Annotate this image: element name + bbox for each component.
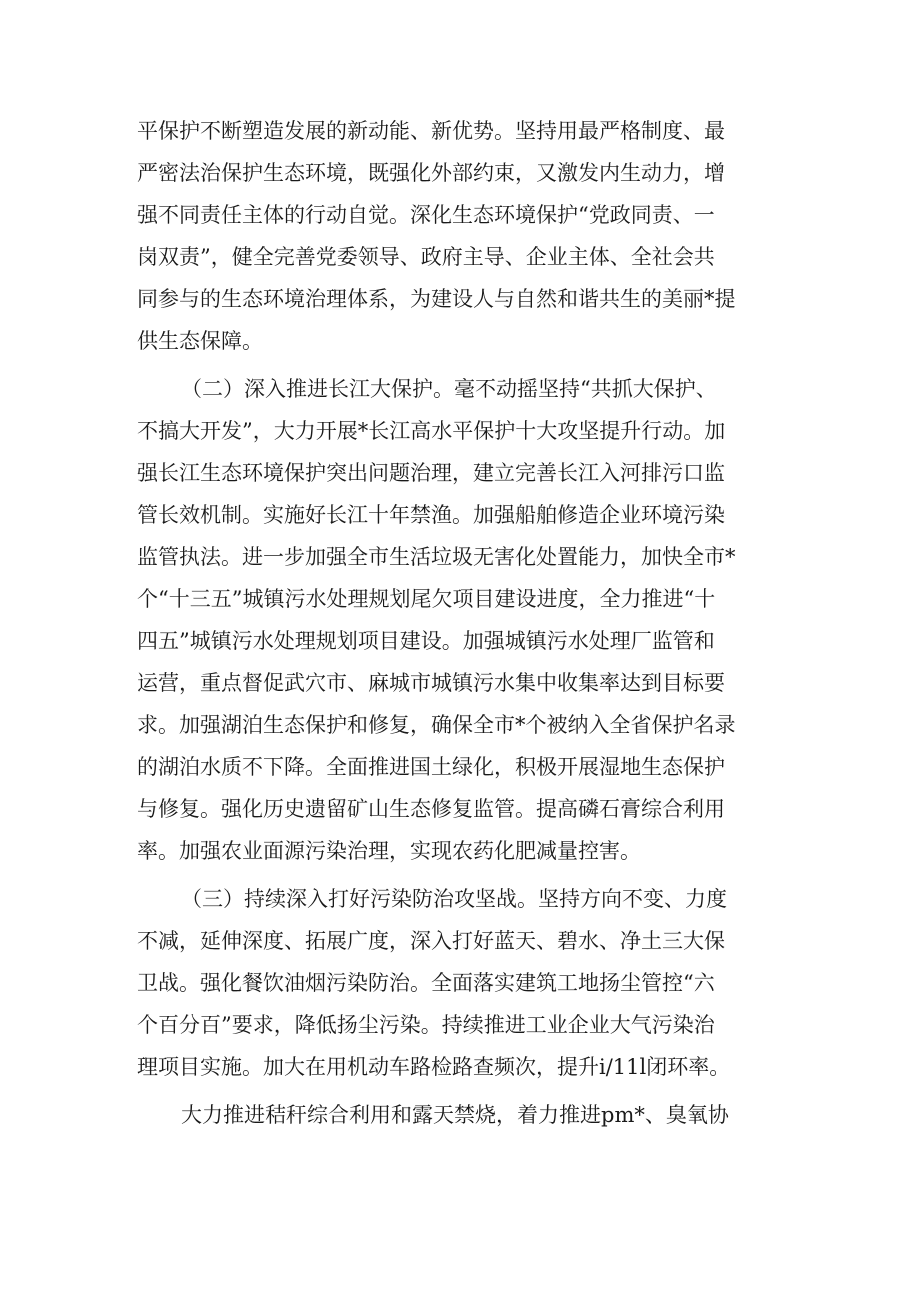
text-line: 强长江生态环境保护突出问题治理，建立完善长江入河排污口监	[137, 461, 725, 485]
section-heading-line: （三）持续深入打好污染防治攻坚战。坚持方向不变、力度	[181, 887, 727, 911]
text-line: 岗双责”，健全完善党委领导、政府主导、企业主体、全社会共	[137, 245, 715, 269]
text-line: 大力推进秸秆综合利用和露天禁烧，着力推进pm*、臭氧协	[181, 1103, 729, 1127]
text-line: 监管执法。进一步加强全市生活垃圾无害化处置能力，加快全市*	[137, 545, 736, 569]
text-line: 不减，延伸深度、拓展广度，深入打好蓝天、碧水、净土三大保	[137, 929, 725, 953]
paragraph-straw-utilization	[137, 1094, 797, 1136]
text-line: 四五”城镇污水处理规划项目建设。加强城镇污水处理厂监管和	[137, 629, 715, 653]
text-line: 个百分百”要求，降低扬尘污染。持续推进工业企业大气污染治	[137, 1013, 715, 1037]
text-line: 强不同责任主体的行动自觉。深化生态环境保护“党政同责、一	[137, 203, 715, 227]
text-line: 同参与的生态环境治理体系，为建设人与自然和谐共生的美丽*提	[137, 287, 736, 311]
text-line: 求。加强湖泊生态保护和修复，确保全市*个被纳入全省保护名录	[137, 713, 736, 737]
text-line: 的湖泊水质不下降。全面推进国土绿化，积极开展湿地生态保护	[137, 755, 725, 779]
document-body	[137, 110, 797, 1136]
paragraph-ecological-protection	[137, 110, 797, 362]
text-line: 严密法治保护生态环境，既强化外部约束，又激发内生动力，增	[137, 161, 725, 185]
text-line: 理项目实施。加大在用机动车路检路查频次，提升i/11l闭环率。	[137, 1055, 731, 1079]
text-line: 个“十三五”城镇污水处理规划尾欠项目建设进度，全力推进“十	[137, 587, 716, 611]
text-line: 供生态保障。	[137, 329, 263, 353]
text-line: 平保护不断塑造发展的新动能、新优势。坚持用最严格制度、最	[137, 119, 725, 143]
paragraph-pollution-control	[137, 878, 797, 1088]
text-line: 与修复。强化历史遗留矿山生态修复监管。提高磷石膏综合利用	[137, 797, 725, 821]
text-line: 管长效机制。实施好长江十年禁渔。加强船舶修造企业环境污染	[137, 503, 725, 527]
section-heading-line: （二）深入推进长江大保护。毫不动摇坚持“共抓大保护、	[181, 377, 717, 401]
text-line: 不搞大开发”，大力开展*长江高水平保护十大攻坚提升行动。加	[137, 419, 726, 443]
text-line: 卫战。强化餐饮油烟污染防治。全面落实建筑工地扬尘管控“六	[137, 971, 715, 995]
text-line: 率。加强农业面源污染治理，实现农药化肥减量控害。	[137, 839, 641, 863]
text-line: 运营，重点督促武穴市、麻城市城镇污水集中收集率达到目标要	[137, 671, 725, 695]
paragraph-yangtze-protection	[137, 368, 797, 872]
